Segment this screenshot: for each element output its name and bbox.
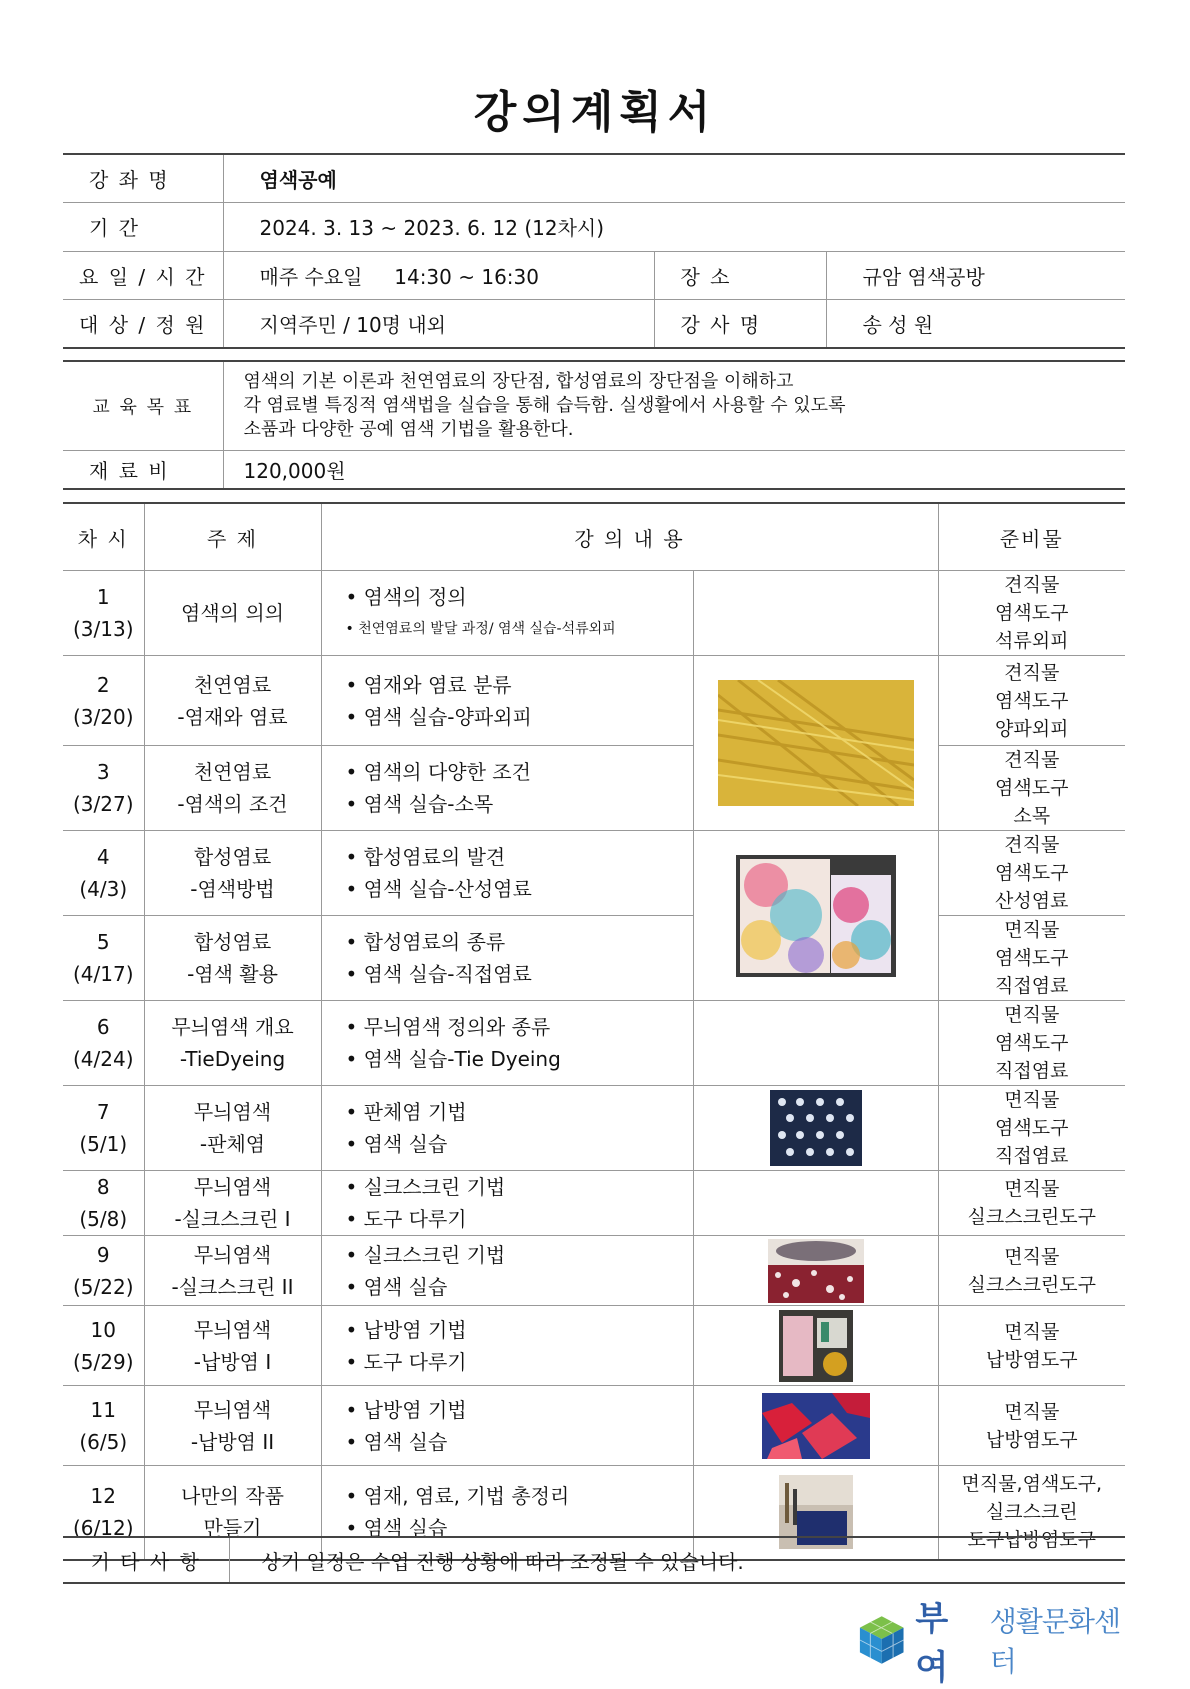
photo-yarn-cell xyxy=(693,656,938,831)
photo-batik-tools-cell xyxy=(693,1306,938,1386)
photo-tiedye-cell xyxy=(693,831,938,1001)
table-row: 10 (5/29) 무늬염색 -납방염 I • 납방염 기법 • 도구 다루기 면직물 납방염도구 xyxy=(63,1306,1125,1386)
period-label: 기 간 xyxy=(63,203,223,252)
target-value: 지역주민 / 10명 내외 xyxy=(223,300,654,349)
center-logo xyxy=(858,1599,1138,1688)
batik-cloth-photo xyxy=(762,1393,870,1459)
notes-value: 상기 일정은 수업 진행 상황에 따라 조정될 수 있습니다. xyxy=(261,1549,744,1574)
header-content: 강 의 내 용 xyxy=(321,503,938,571)
teacher-value: 송 성 원 xyxy=(826,300,1125,349)
table-row: 8 (5/8) 무늬염색 -실크스크린 I • 실크스크린 기법 • 도구 다루기 면직물 실크스크린도구 xyxy=(63,1171,1125,1236)
header-topic: 주 제 xyxy=(144,503,321,571)
material-label: 재 료 비 xyxy=(63,451,223,489)
cube-logo-icon xyxy=(858,1613,905,1667)
goal-table xyxy=(63,360,1125,490)
table-row: 2 (3/20) 천연염료 -염재와 염료 • 염재와 염료 분류 • 염색 실습-양파외피 견직물 염색도구 양파외피 xyxy=(63,656,1125,746)
course-name-value: 염색공예 xyxy=(223,154,1125,203)
logo-sub-text: 생활문화센터 xyxy=(989,1605,1120,1678)
header-materials: 준비물 xyxy=(938,503,1125,571)
photo-batik-cloth-cell xyxy=(693,1386,938,1466)
goal-text: 염색의 기본 이론과 천연염료의 장단점, 합성염료의 장단점을 이해하고 각 염료별 특징적 염색법을 실습을 통해 습득함. 실생활에서 사용할 수 있도록 소품과 다양한 공예 염색 기법을 활용한다. xyxy=(223,361,1125,451)
notes-label: 기 타 사 항 xyxy=(63,1537,229,1583)
batik-tools-photo xyxy=(779,1310,853,1382)
table-row: 1 (3/13) 염색의 의의 • 염색의 정의 • 천연염료의 발달 과정/ 염색 실습-석류외피 견직물 염색도구 석류외피 xyxy=(63,571,1125,656)
goal-label: 교 육 목 표 xyxy=(63,361,223,451)
table-row: 11 (6/5) 무늬염색 -납방염 II • 납방염 기법 • 염색 실습 면직물 납방염도구 xyxy=(63,1386,1125,1466)
course-info-table xyxy=(63,153,1125,349)
place-value: 규암 염색공방 xyxy=(826,251,1125,300)
table-row: 7 (5/1) 무늬염색 -판체염 • 판체염 기법 • 염색 실습 면직물 염색도구 직접염료 xyxy=(63,1086,1125,1171)
yarn-photo xyxy=(718,680,914,806)
table-row: 5 (4/17) 합성염료 -염색 활용 • 합성염료의 종류 • 염색 실습-직접염료 면직물 염색도구 직접염료 xyxy=(63,916,1125,1001)
photo-board-cell xyxy=(693,1086,938,1171)
place-label: 장 소 xyxy=(654,251,826,300)
schedule-table xyxy=(63,502,1125,1561)
silkscreen-photo xyxy=(768,1239,864,1303)
target-label: 대 상 / 정 원 xyxy=(63,300,223,349)
course-name-label: 강 좌 명 xyxy=(63,154,223,203)
photo-silkscreen-cell xyxy=(693,1236,938,1306)
period-value: 2024. 3. 13 ~ 2023. 6. 12 (12차시) xyxy=(223,203,1125,252)
dyed-bags-photo xyxy=(736,855,896,977)
teacher-label: 강 사 명 xyxy=(654,300,826,349)
header-session: 차 시 xyxy=(63,503,144,571)
time-label: 요 일 / 시 간 xyxy=(63,251,223,300)
table-row: 3 (3/27) 천연염료 -염색의 조건 • 염색의 다양한 조건 • 염색 실습-소목 견직물 염색도구 소목 xyxy=(63,746,1125,831)
logo-main-text: 부여 xyxy=(915,1599,949,1688)
table-row: 12 (6/12) 나만의 작품 만들기 • 염재, 염료, 기법 총정리 • 염색 실습 면직물,염색도구, 실크스크린 도구납방염도구 xyxy=(63,1466,1125,1560)
table-row: 9 (5/22) 무늬염색 -실크스크린 II • 실크스크린 기법 • 염색 실습 면직물 실크스크린도구 xyxy=(63,1236,1125,1306)
notes-table xyxy=(63,1536,1125,1584)
table-row: 6 (4/24) 무늬염색 개요 -TieDyeing • 무늬염색 정의와 종류 • 염색 실습-Tie Dyeing 면직물 염색도구 직접염료 xyxy=(63,1001,1125,1086)
time-value: 매주 수요일 14:30 ~ 16:30 xyxy=(223,251,654,300)
page-title: 강의계획서 xyxy=(473,87,717,138)
table-row: 4 (4/3) 합성염료 -염색방법 • 합성염료의 발견 • 염색 실습-산성염료 견직물 염색도구 산성염료 xyxy=(63,831,1125,916)
board-dye-photo xyxy=(770,1090,862,1166)
material-value: 120,000원 xyxy=(243,458,346,483)
